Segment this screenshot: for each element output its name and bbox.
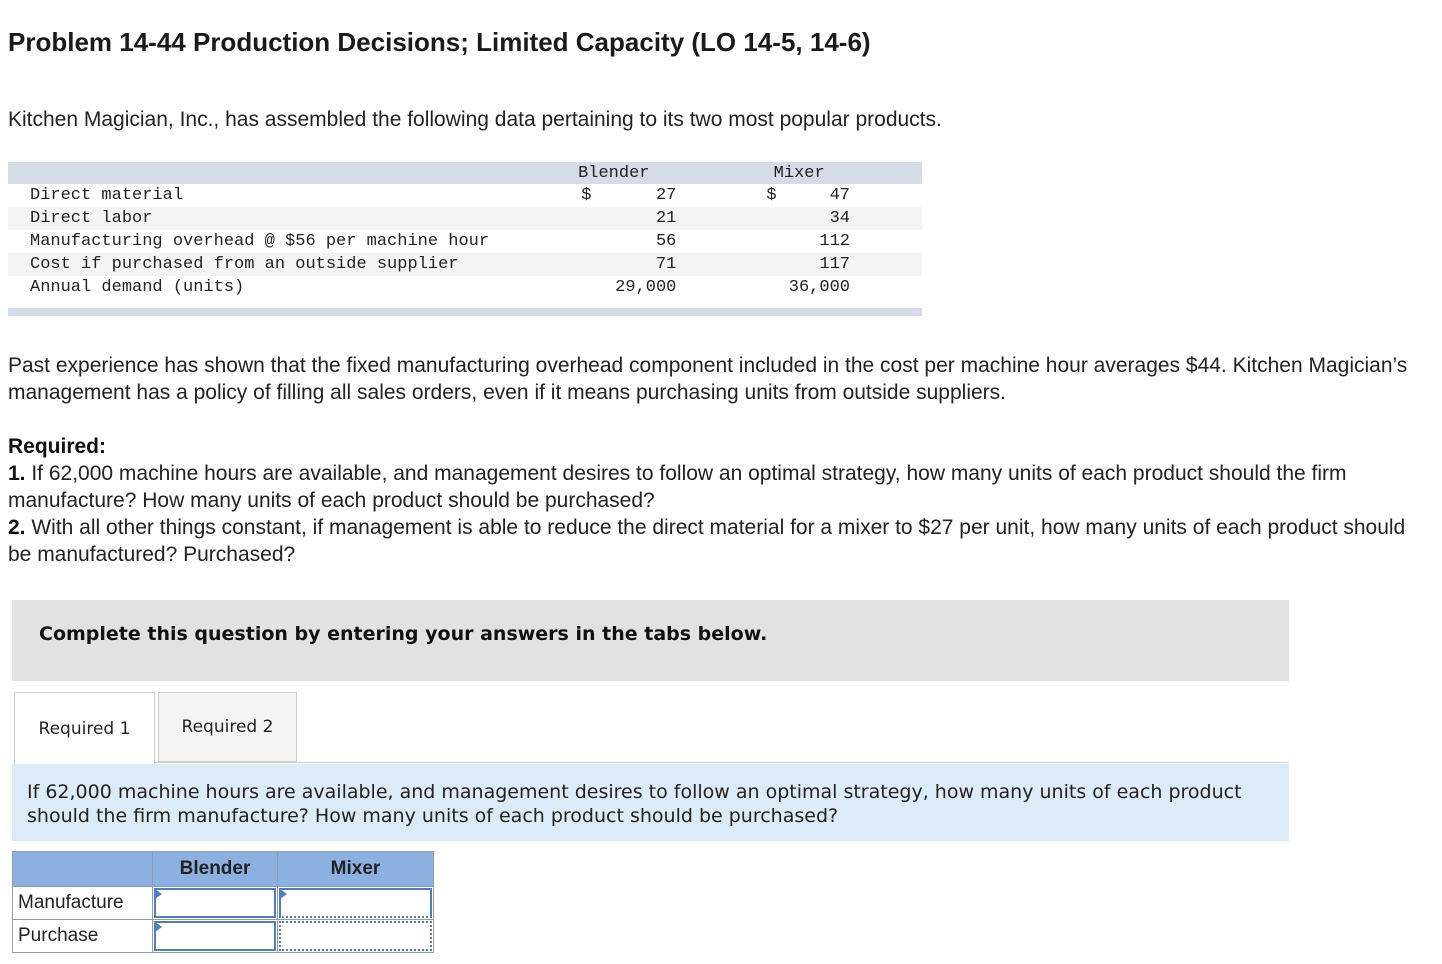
row-label: Direct labor xyxy=(30,209,153,228)
page-title: Problem 14-44 Production Decisions; Limited Capacity (LO 14-5, 14-6) xyxy=(8,27,871,57)
question-text: If 62,000 machine hours are available, and management desires to follow an optimal strategy, how many units of each product should the firm manufacture? How many units of each product should be purchased? xyxy=(27,781,1242,827)
answer-row-label: Purchase xyxy=(13,920,153,953)
mixer-value: 36,000 xyxy=(788,278,850,297)
intro-text: Kitchen Magician, Inc., has assembled the following data pertaining to its two most popular products. xyxy=(8,108,942,131)
table-bottom-rule xyxy=(8,308,922,316)
answer-row-purchase xyxy=(13,920,434,953)
header-blender: Blender xyxy=(578,163,650,183)
tab-required-2[interactable]: Required 2 xyxy=(158,692,297,762)
row-label: Direct material xyxy=(30,186,184,205)
answer-col-blender: Blender xyxy=(153,852,278,887)
table-row xyxy=(8,184,922,207)
manufacture-mixer-input[interactable] xyxy=(278,887,434,920)
answer-grid xyxy=(12,851,434,953)
instructions-banner xyxy=(12,600,1289,681)
table-row xyxy=(8,253,922,276)
currency-symbol: $ xyxy=(766,186,777,205)
mixer-value: 47 xyxy=(829,186,850,205)
table-row xyxy=(8,230,922,253)
past-experience-text: Past experience has shown that the fixed manufacturing overhead component included in the cost per machine hour averages $44. Kitchen Magician’s management has a policy of filling all sales orders, even if it means purchasing units from outside suppliers. xyxy=(8,354,1408,404)
required-section xyxy=(8,433,1428,568)
header-mixer: Mixer xyxy=(773,163,825,183)
tab-required-1[interactable]: Required 1 xyxy=(14,692,155,764)
product-data-table xyxy=(8,162,922,299)
input-marker-icon xyxy=(280,889,287,899)
currency-symbol: $ xyxy=(581,186,592,205)
row-label: Cost if purchased from an outside supplier xyxy=(30,255,459,274)
answer-col-mixer: Mixer xyxy=(278,852,434,887)
table-header-row xyxy=(8,162,922,184)
purchase-blender-input[interactable] xyxy=(153,920,278,953)
question-box xyxy=(12,764,1289,841)
answer-row-label: Manufacture xyxy=(13,887,153,920)
blender-value: 56 xyxy=(655,232,677,251)
mixer-value: 117 xyxy=(819,255,850,274)
table-row xyxy=(8,207,922,230)
answer-row-manufacture xyxy=(13,887,434,920)
input-marker-icon xyxy=(155,889,162,899)
instructions-text: Complete this question by entering your answers in the tabs below. xyxy=(39,623,768,645)
blender-value: 21 xyxy=(655,209,677,228)
manufacture-blender-input[interactable] xyxy=(153,887,278,920)
input-marker-icon xyxy=(155,922,162,932)
purchase-mixer-input[interactable] xyxy=(278,920,434,953)
required-item-1-text: If 62,000 machine hours are available, and management desires to follow an optimal strategy, how many units of each product should the firm manufacture? How many units of each product should be purchased? xyxy=(8,462,1347,512)
required-heading: Required: xyxy=(8,435,107,458)
row-label: Manufacturing overhead @ $56 per machine hour xyxy=(30,232,490,251)
required-item-1-number: 1. xyxy=(8,462,26,485)
mixer-value: 112 xyxy=(819,232,850,251)
blender-value: 71 xyxy=(655,255,677,274)
required-item-2-text: With all other things constant, if management is able to reduce the direct material for a mixer to $27 per unit, how many units of each product should be manufactured? Purchased? xyxy=(8,516,1406,566)
blender-value: 27 xyxy=(655,186,677,205)
answer-grid-header xyxy=(13,852,434,887)
required-item-2-number: 2. xyxy=(8,516,26,539)
table-row xyxy=(8,276,922,299)
blender-value: 29,000 xyxy=(615,278,677,297)
tab-divider xyxy=(155,762,1289,763)
mixer-value: 34 xyxy=(829,209,850,228)
row-label: Annual demand (units) xyxy=(30,278,245,297)
